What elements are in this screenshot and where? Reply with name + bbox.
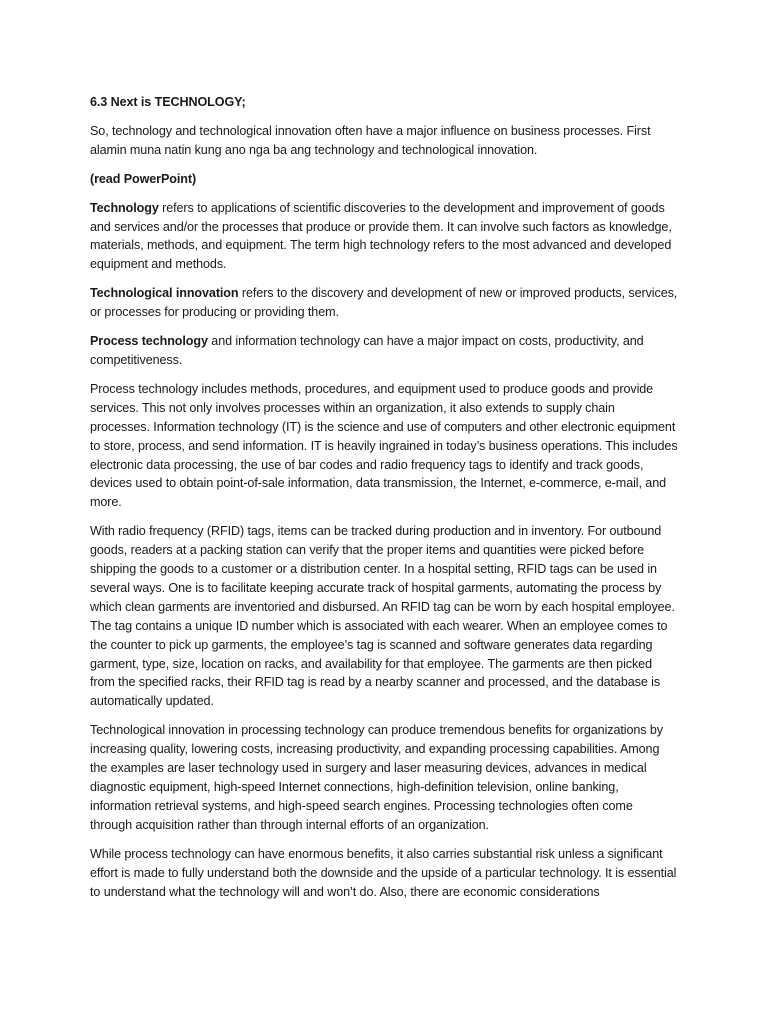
process-technology-paragraph: Process technology includes methods, procedures, and equipment used to produce goods and provide services. This not only involves processes within an organization, it also extends to supply chain processes. Information technology (IT) is the science and use of computers and other electronic equipment to store, process, and send information. IT is heavily ingrained in today’s business operations. This includes electronic data processing, the use of bar codes and radio frequency tags to identify and track goods, devices used to obtain point-of-sale information, data transmission, the Internet, e-commerce, e-mail, and more. <box>90 381 678 510</box>
technology-definition-text: refers to applications of scientific discoveries to the development and improvement of goods and services and/or the processes that produce or provide them. It can involve such factors as knowledge, materials, methods, and equipment. The term high technology refers to the most advanced and developed equipment and methods. <box>90 200 672 272</box>
intro-paragraph: So, technology and technological innovation often have a major influence on business processes. First alamin muna natin kung ano nga ba ang technology and technological innovation. <box>90 123 651 157</box>
tech-innovation-term: Technological innovation <box>90 286 239 301</box>
process-technology-definition <box>90 332 678 370</box>
technology-definition <box>90 199 678 275</box>
process-technology-definition-text: and information technology can have a major impact on costs, productivity, and competitiveness. <box>90 334 644 367</box>
process-technology-term: Process technology <box>90 334 208 349</box>
tech-innovation-definition-text: refers to the discovery and development of new or improved products, services, or processes for producing or providing them. <box>90 286 678 320</box>
read-powerpoint-note: (read PowerPoint) <box>90 171 197 186</box>
rfid-paragraph: With radio frequency (RFID) tags, items can be tracked during production and in inventory. For outbound goods, readers at a packing station can verify that the proper items and quantities were picked before shipping the goods to a customer or a distribution center. In a hospital setting, RFID tags can be used in several ways. One is to facilitate keeping accurate track of hospital garments, automating the process by which clean garments are inventoried and disbursed. An RFID tag can be worn by each hospital employee. The tag contains a unique ID number which is associated with each wearer. When an employee comes to the counter to pick up garments, the employee’s tag is scanned and software generates data regarding garment, type, size, location on racks, and availability for that employee. The garments are then picked from the specified racks, their RFID tag is read by a nearby scanner and processed, and the database is automatically updated. <box>90 524 675 709</box>
risk-paragraph: While process technology can have enormous benefits, it also carries substantial risk unless a significant effort is made to fully understand both the downside and the upside of a particular technology. It is essential to understand what the technology will and won’t do. Also, there are economic considerations <box>90 846 677 899</box>
document-page <box>90 93 678 911</box>
section-heading: 6.3 Next is TECHNOLOGY; <box>90 95 246 109</box>
technology-term: Technology <box>90 200 159 215</box>
innovation-benefits-paragraph: Technological innovation in processing technology can produce tremendous benefits for organizations by increasing quality, lowering costs, increasing productivity, and expanding processing capabilities. Among the examples are laser technology used in surgery and laser measuring devices, advances in medical diagnostic equipment, high-speed Internet connections, high-definition television, online banking, information retrieval systems, and high-speed search engines. Processing technologies often come through acquisition rather than through internal efforts of an organization. <box>90 723 663 832</box>
tech-innovation-definition <box>90 284 678 322</box>
